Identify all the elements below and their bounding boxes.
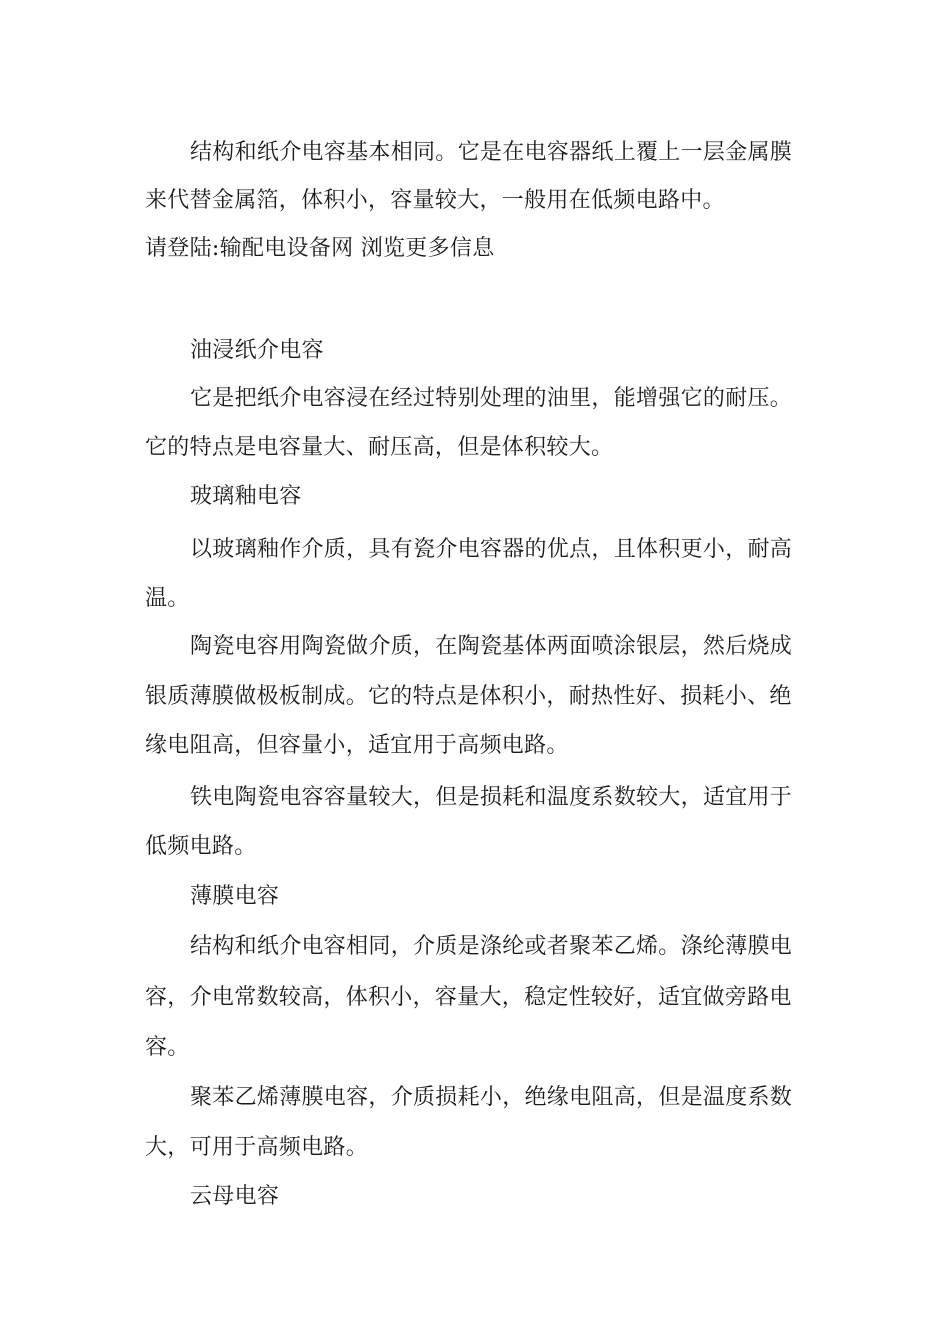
paragraph-film-line-2: 容，介电常数较高，体积小，容量大，稳定性较好，适宜做旁路电	[145, 985, 792, 1010]
paragraph-glass-glaze-line-2: 温。	[145, 586, 190, 611]
paragraph-ceramic-line-3: 缘电阻高，但容量小，适宜用于高频电路。	[145, 733, 569, 758]
paragraph-film-line-1: 结构和纸介电容相同，介质是涤纶或者聚苯乙烯。涤纶薄膜电	[190, 934, 793, 959]
paragraph-metal-film-line-1: 结构和纸介电容基本相同。它是在电容器纸上覆上一层金属膜	[190, 140, 793, 165]
paragraph-ferroelectric-line-1: 铁电陶瓷电容容量较大，但是损耗和温度系数较大，适宜用于	[190, 785, 793, 810]
heading-film-capacitor: 薄膜电容	[190, 884, 280, 909]
paragraph-ceramic-line-1: 陶瓷电容用陶瓷做介质，在陶瓷基体两面喷涂银层，然后烧成	[190, 634, 793, 659]
paragraph-oil-paper-line-1: 它是把纸介电容浸在经过特别处理的油里，能增强它的耐压。	[190, 386, 793, 411]
paragraph-metal-film-line-2: 来代替金属箔，体积小，容量较大，一般用在低频电路中。	[145, 188, 725, 213]
site-notice: 请登陆:输配电设备网 浏览更多信息	[145, 236, 495, 261]
paragraph-glass-glaze-line-1: 以玻璃釉作介质，具有瓷介电容器的优点，且体积更小，耐高	[190, 537, 793, 562]
heading-oil-paper-capacitor: 油浸纸介电容	[190, 338, 324, 363]
paragraph-ferroelectric-line-2: 低频电路。	[145, 834, 257, 859]
heading-mica-capacitor: 云母电容	[190, 1184, 280, 1209]
heading-glass-glaze-capacitor: 玻璃釉电容	[190, 484, 302, 509]
paragraph-polystyrene-line-2: 大，可用于高频电路。	[145, 1135, 369, 1160]
paragraph-polystyrene-line-1: 聚苯乙烯薄膜电容，介质损耗小，绝缘电阻高，但是温度系数	[190, 1085, 793, 1110]
paragraph-oil-paper-line-2: 它的特点是电容量大、耐压高，但是体积较大。	[145, 435, 614, 460]
paragraph-ceramic-line-2: 银质薄膜做极板制成。它的特点是体积小，耐热性好、损耗小、绝	[145, 684, 792, 709]
paragraph-film-line-3: 容。	[145, 1035, 190, 1060]
